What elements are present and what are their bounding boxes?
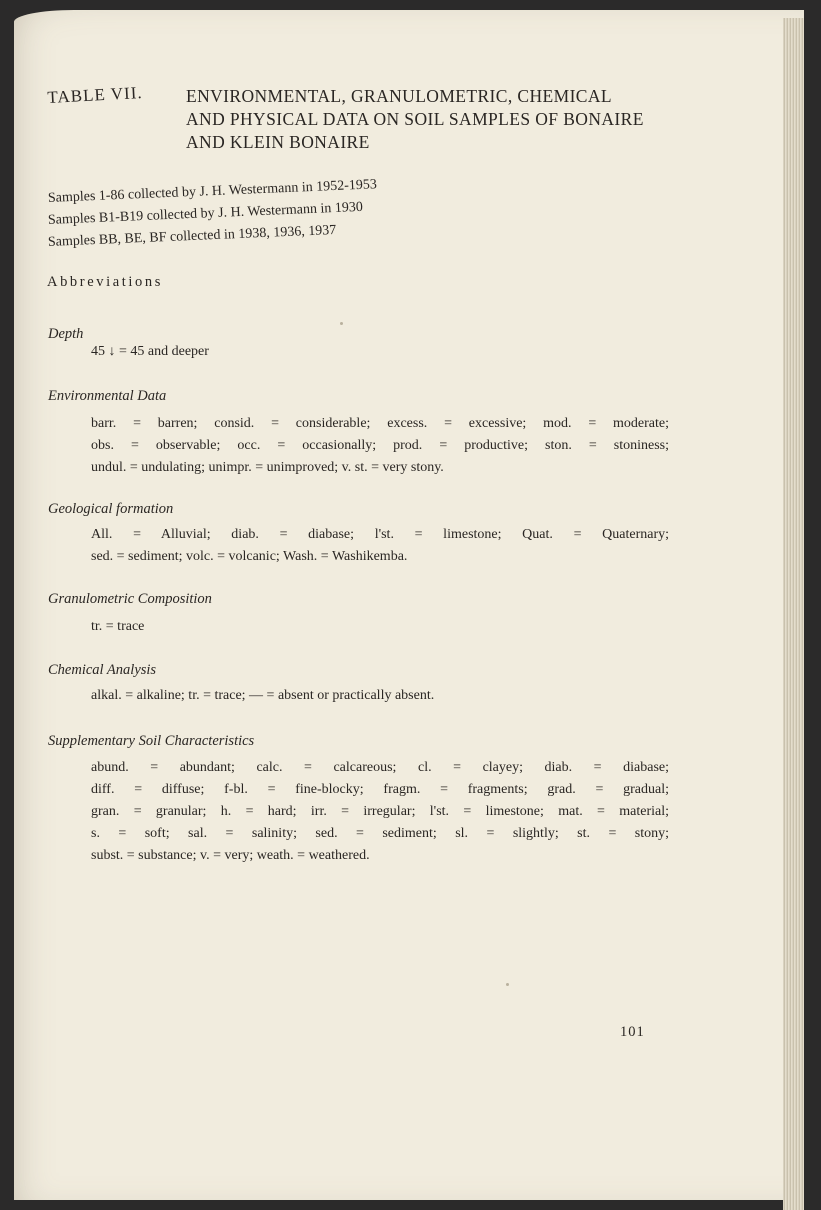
definition-line: s. = soft; sal. = salinity; sed. = sediment; sl. = slightly; st. = stony;: [91, 826, 669, 841]
definition-line: barr. = barren; consid. = considerable; excess. = excessive; mod. = moderate;: [91, 416, 669, 431]
definition-line: abund. = abundant; calc. = calcareous; cl. = clayey; diab. = diabase;: [91, 760, 669, 775]
definition-line: subst. = substance; v. = very; weath. = weathered.: [91, 848, 370, 863]
abbreviations-heading: Abbreviations: [47, 274, 163, 290]
table-title: [186, 85, 686, 154]
table-label: TABLE VII.: [47, 83, 144, 107]
definition-line: sed. = sediment; volc. = volcanic; Wash. = Washikemba.: [91, 549, 408, 564]
section-title-supplementary: Supplementary Soil Characteristics: [48, 733, 255, 749]
definition-line: 45 ↓ = 45 and deeper: [91, 344, 209, 359]
section-body-chemical: [91, 685, 669, 707]
section-title-chemical: Chemical Analysis: [48, 662, 157, 678]
definition-line: tr. = trace: [91, 619, 145, 634]
section-body-granulometric: [91, 616, 669, 638]
samples-block: [47, 177, 378, 254]
title-line: ENVIRONMENTAL, GRANULOMETRIC, CHEMICAL: [186, 86, 612, 106]
section-body-depth: [91, 341, 669, 363]
section-title-depth: Depth: [48, 326, 84, 342]
title-line: AND PHYSICAL DATA ON SOIL SAMPLES OF BONAIRE: [186, 109, 644, 129]
section-title-geological: Geological formation: [48, 501, 174, 517]
definition-line: diff. = diffuse; f-bl. = fine-blocky; fragm. = fragments; grad. = gradual;: [91, 782, 669, 797]
section-body-geological: [91, 524, 669, 568]
section-body-environmental: [91, 413, 669, 479]
section-title-granulometric: Granulometric Composition: [48, 591, 212, 607]
page-number: 101: [620, 1024, 645, 1040]
paper-speck: [340, 322, 343, 325]
title-line: AND KLEIN BONAIRE: [186, 132, 370, 152]
paper-speck: [506, 983, 509, 986]
definition-line: undul. = undulating; unimpr. = unimproved; v. st. = very stony.: [91, 460, 444, 475]
samples-line: Samples BB, BE, BF collected in 1938, 1936, 1937: [47, 222, 337, 250]
definition-line: All. = Alluvial; diab. = diabase; l'st. = limestone; Quat. = Quaternary;: [91, 527, 669, 542]
definition-line: obs. = observable; occ. = occasionally; prod. = productive; ston. = stoniness;: [91, 438, 669, 453]
definition-line: gran. = granular; h. = hard; irr. = irregular; l'st. = limestone; mat. = material;: [91, 804, 669, 819]
section-body-supplementary: [91, 757, 669, 867]
samples-line: Samples B1-B19 collected by J. H. Westermann in 1930: [47, 199, 364, 228]
definition-line: alkal. = alkaline; tr. = trace; — = absent or practically absent.: [91, 688, 435, 703]
page-edge-stack: [783, 18, 804, 1210]
section-title-environmental: Environmental Data: [48, 388, 167, 404]
samples-line: Samples 1-86 collected by J. H. Westermann in 1952-1953: [47, 177, 378, 206]
